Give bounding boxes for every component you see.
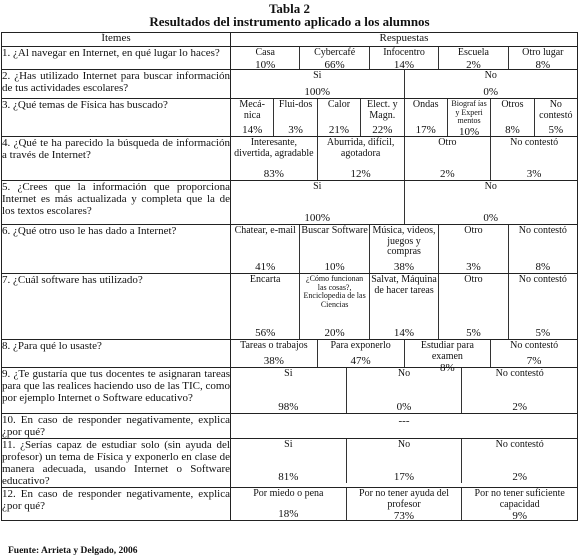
response-option <box>370 274 439 339</box>
option-percent: 14% <box>242 124 263 136</box>
option-percent: 8% <box>505 124 520 136</box>
response-option <box>318 137 405 180</box>
response-option <box>509 47 577 69</box>
option-label: Biograf ías y Experi mentos <box>451 99 487 125</box>
response-option <box>231 274 300 339</box>
option-label: ¿Cómo funcionan las cosas?, Enciclopedia de las Ciencias <box>303 274 366 309</box>
option-label: No <box>484 70 497 81</box>
option-percent: 17% <box>415 124 436 136</box>
option-percent: 14% <box>393 58 415 71</box>
option-percent: 10% <box>324 261 345 273</box>
response-option <box>370 47 439 69</box>
response-cell <box>231 181 578 225</box>
option-percent: 38% <box>393 261 415 273</box>
table-row <box>2 47 578 70</box>
response-option <box>318 340 405 367</box>
option-label: Aburrida, difícil, agotadora <box>326 137 395 159</box>
response-cell <box>231 488 578 521</box>
response-option <box>300 47 369 69</box>
option-percent: 8% <box>535 261 551 273</box>
question-cell: 6. ¿Qué otro uso le has dado a Internet? <box>2 225 231 274</box>
table-row <box>2 137 578 181</box>
response-option <box>370 225 439 273</box>
option-label: No contestó <box>518 274 567 285</box>
option-label: Estudiar para examen <box>420 340 474 362</box>
question-cell: 4. ¿Qué te ha parecido la búsqueda de información a través de Internet? <box>2 137 231 181</box>
option-label: Interesante, divertida, agradable <box>234 137 314 159</box>
response-option <box>462 439 577 483</box>
question-cell: 2. ¿Has utilizado Internet para buscar información de tus actividades escolares? <box>2 70 231 99</box>
table-number: Tabla 2 <box>268 1 311 16</box>
option-label: Si <box>284 439 293 450</box>
table-row <box>2 225 578 274</box>
option-label: No contestó <box>510 340 559 351</box>
option-label: Escuela <box>457 47 489 58</box>
response-cell <box>231 99 578 137</box>
option-percent: 2% <box>512 471 528 483</box>
response-cell <box>231 274 578 340</box>
option-label: Por no tener suficiente capacidad <box>474 488 565 510</box>
option-label: Por no tener ayuda del profesor <box>359 488 449 510</box>
response-option <box>231 181 405 224</box>
header-items: Ítemes <box>2 33 231 47</box>
option-percent: 5% <box>535 327 551 339</box>
option-label: Si <box>313 181 322 192</box>
option-percent: 98% <box>278 401 299 413</box>
option-label: Otros <box>501 99 524 110</box>
option-percent: 5% <box>466 327 481 339</box>
response-option <box>318 99 361 136</box>
option-percent: 0% <box>483 212 499 224</box>
option-percent: 12% <box>350 168 371 180</box>
response-option <box>231 488 347 520</box>
option-percent: 21% <box>328 124 350 136</box>
table-row <box>2 368 578 414</box>
option-percent: 14% <box>393 327 415 339</box>
option-label: Por miedo o pena <box>253 488 324 499</box>
option-label: Tareas o trabajos <box>240 340 308 351</box>
option-percent: 3% <box>466 261 481 273</box>
option-label: No contestó <box>518 225 567 236</box>
option-label: Chatear, e-mail <box>234 225 296 236</box>
response-option <box>405 70 578 98</box>
response-option <box>491 137 577 180</box>
response-option <box>509 225 577 273</box>
question-cell: 11. ¿Serías capaz de estudiar solo (sin ayuda del profesor) un tema de Física y exponerlo en clase de manera adecuada, usando Internet o Software educativo? <box>2 439 230 487</box>
response-cell <box>231 225 578 274</box>
table-title: Resultados del instrumento aplicado a los alumnos <box>149 14 430 29</box>
table-row <box>2 99 578 137</box>
option-label: Otro <box>464 225 483 236</box>
option-percent: 17% <box>393 471 415 483</box>
response-option <box>231 225 300 273</box>
option-label: Si <box>284 368 293 379</box>
response-cell <box>231 368 578 414</box>
option-label: No <box>397 368 411 379</box>
option-label: No contestó <box>510 137 559 148</box>
option-percent: 38% <box>263 355 284 367</box>
response-option <box>274 99 317 136</box>
table-row <box>2 439 578 488</box>
option-percent: 20% <box>324 327 345 339</box>
option-percent: 3% <box>288 124 303 136</box>
option-percent: 83% <box>263 168 284 180</box>
option-percent: 5% <box>548 124 564 136</box>
response-option <box>405 99 448 136</box>
response-option <box>231 70 405 98</box>
option-percent: 9% <box>512 510 528 522</box>
option-percent: 3% <box>526 168 542 180</box>
option-percent: 8% <box>535 58 551 71</box>
option-label: Elect. y Magn. <box>367 99 398 121</box>
response-option <box>300 225 369 273</box>
option-label: Salvat, Máquina de hacer tareas <box>371 274 437 296</box>
response-option <box>509 274 577 339</box>
table-caption <box>0 0 579 28</box>
response-option <box>462 368 577 413</box>
option-label: Encarta <box>249 274 281 285</box>
question-cell: 9. ¿Te gustaría que tus docentes te asignaran tareas para que las realices haciendo uso de las TIC, como por ejemplo Internet o Software educativo? <box>2 368 231 414</box>
response-cell <box>231 439 578 488</box>
table-row <box>2 340 578 368</box>
option-label: Mecá-nica <box>239 99 265 121</box>
option-percent: 2% <box>440 168 455 180</box>
option-label: Buscar Software <box>301 225 368 236</box>
table-row <box>2 274 578 340</box>
question-cell: 7. ¿Cuál software has utilizado? <box>2 274 231 340</box>
response-option <box>405 137 492 180</box>
response-option <box>300 274 369 339</box>
option-percent: 10% <box>458 125 480 138</box>
option-label: Música, videos, juegos y compras <box>372 225 436 257</box>
option-label: Ondas <box>412 99 439 110</box>
option-percent: 47% <box>350 355 371 367</box>
response-option <box>462 488 577 520</box>
option-label: Otro lugar <box>522 47 564 58</box>
question-cell: 1. ¿Al navegar en Internet, en qué lugar lo haces? <box>2 47 231 70</box>
option-label: Si <box>313 70 322 81</box>
question-cell: 3. ¿Qué temas de Física has buscado? <box>2 99 231 137</box>
option-percent: 56% <box>255 327 276 339</box>
response-option <box>405 340 492 374</box>
option-percent: 66% <box>324 58 345 71</box>
response-option <box>361 99 404 136</box>
table-row <box>2 181 578 225</box>
response-option <box>347 488 463 520</box>
option-percent: 81% <box>278 471 299 483</box>
response-option <box>491 340 577 367</box>
response-option <box>347 368 463 413</box>
response-option <box>347 439 463 483</box>
response-option <box>535 99 577 136</box>
results-table <box>1 32 578 521</box>
option-percent: 41% <box>255 261 276 273</box>
option-label: Otro <box>438 137 457 148</box>
table-row <box>2 414 578 439</box>
option-percent: 2% <box>466 58 481 71</box>
option-label: No contestó <box>495 439 544 450</box>
response-option <box>231 340 318 367</box>
response-option <box>439 47 508 69</box>
option-percent: 8% <box>440 362 455 374</box>
option-label: No contestó <box>495 368 544 379</box>
option-percent: 73% <box>393 510 415 522</box>
option-percent: 22% <box>372 124 393 136</box>
question-cell: 10. En caso de responder negativamente, explica ¿por qué? <box>2 414 230 438</box>
option-percent: 0% <box>396 401 412 413</box>
option-percent: 7% <box>526 355 542 367</box>
response-option <box>231 47 300 69</box>
response-option <box>491 99 534 136</box>
question-cell: 12. En caso de responder negativamente, explica ¿por qué? <box>2 488 231 521</box>
option-percent: 100% <box>304 212 331 224</box>
response-cell <box>231 414 578 439</box>
response-option <box>231 137 318 180</box>
option-label: No <box>397 439 411 450</box>
option-percent: 2% <box>512 401 528 413</box>
response-option <box>231 439 347 483</box>
table-row <box>2 70 578 99</box>
table-row <box>2 488 578 521</box>
option-label: Flui-dos <box>278 99 313 110</box>
response-cell <box>231 137 578 181</box>
question-cell: 5. ¿Crees que la información que proporciona Internet es más actualizada y completa que la de los textos escolares? <box>2 181 231 225</box>
response-option <box>439 274 508 339</box>
option-label: Cybercafé <box>314 47 356 58</box>
response-dash: --- <box>398 415 410 427</box>
response-option <box>448 99 491 136</box>
response-option <box>231 99 274 136</box>
response-option <box>439 225 508 273</box>
response-option <box>405 181 578 224</box>
question-cell: 8. ¿Para qué lo usaste? <box>2 340 231 368</box>
option-percent: 100% <box>304 86 331 98</box>
option-label: Otro <box>464 274 483 285</box>
option-label: Para exponerlo <box>330 340 391 351</box>
option-label: No <box>484 181 497 192</box>
header-responses: Respuestas <box>231 33 578 47</box>
option-percent: 10% <box>255 58 276 71</box>
option-label: Casa <box>255 47 275 58</box>
response-cell <box>231 70 578 99</box>
source-note: Fuente: Arrieta y Delgado, 2006 <box>8 546 138 556</box>
option-label: No contestó <box>539 99 573 121</box>
option-percent: 18% <box>278 508 299 520</box>
option-label: Infocentro <box>383 47 425 58</box>
response-option <box>231 368 347 413</box>
option-percent: 0% <box>483 86 499 98</box>
option-label: Calor <box>327 99 351 110</box>
response-cell <box>231 47 578 70</box>
